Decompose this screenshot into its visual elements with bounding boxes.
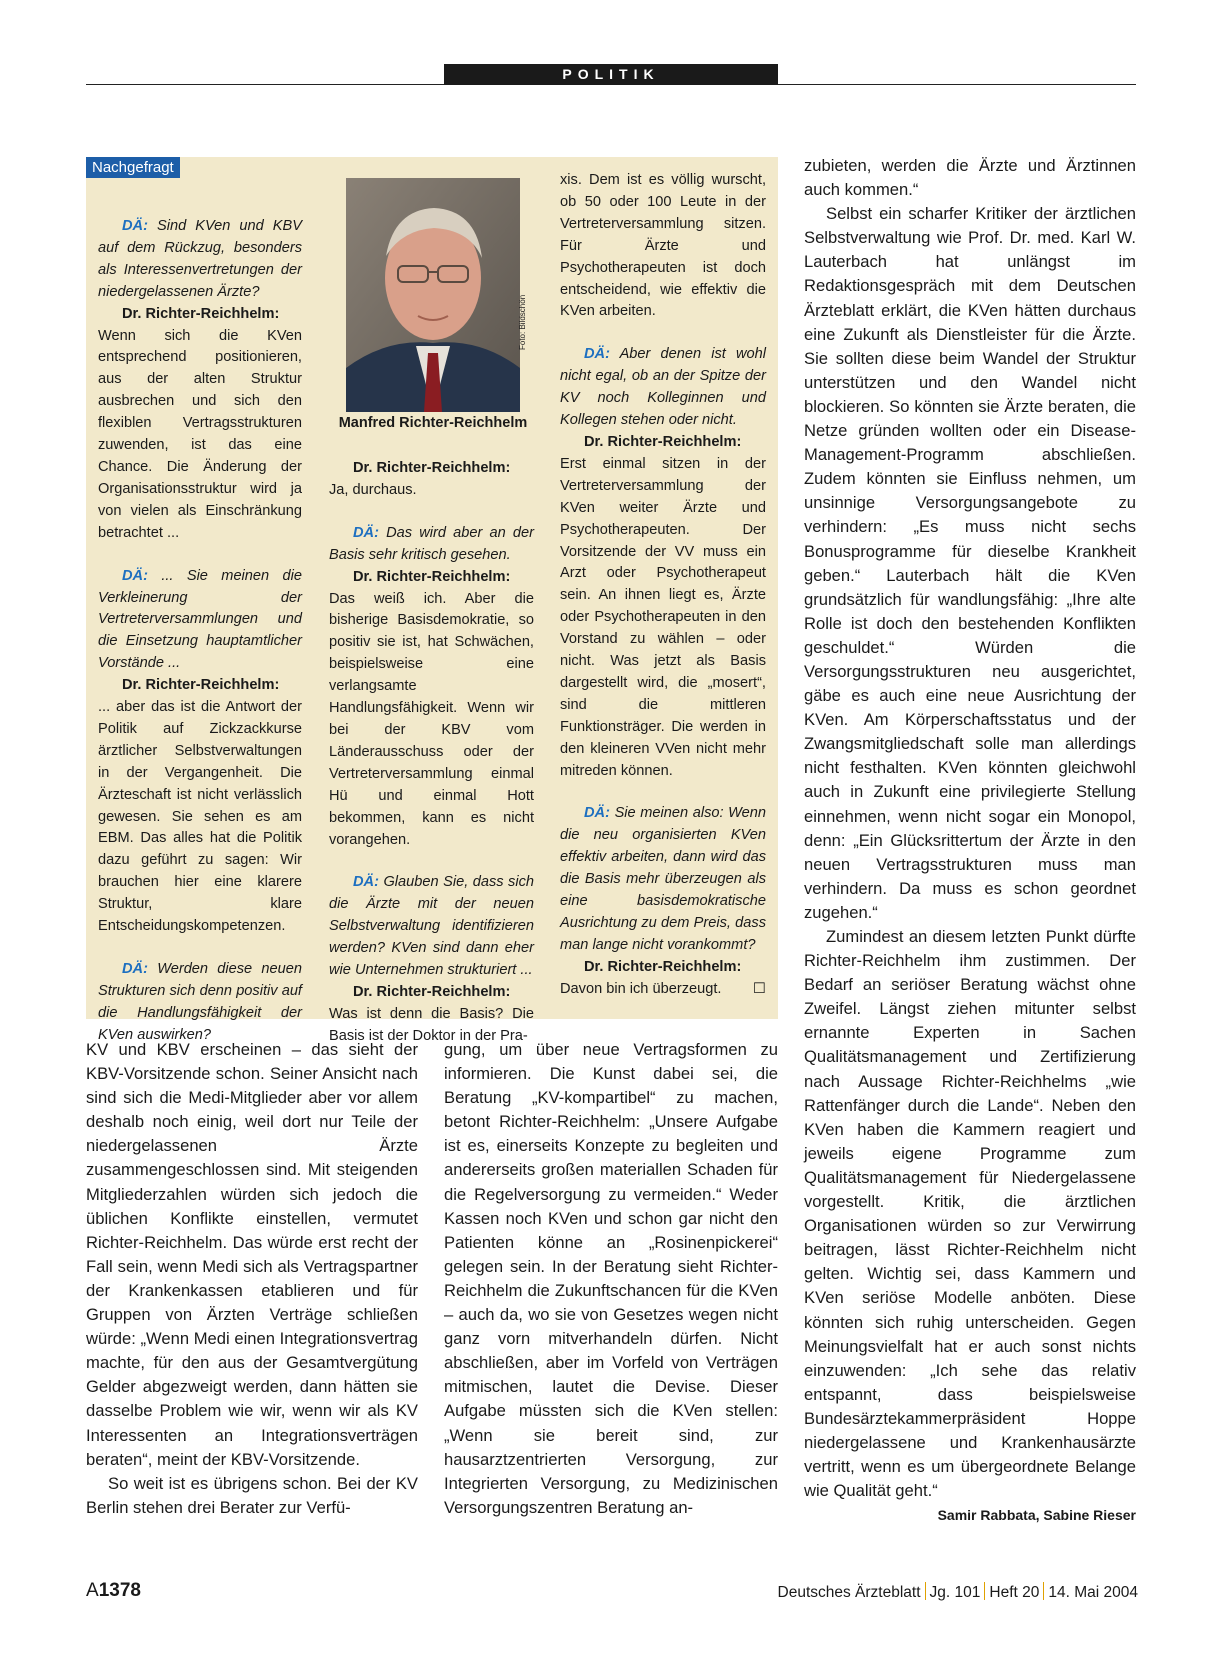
article-column-1 <box>86 1038 418 1520</box>
question-text: Aber denen ist wohl nicht egal, ob an der Spitze der KV noch Kolleginnen und Kollegen stehen oder nicht. <box>560 346 767 429</box>
page-number: A1378 <box>86 1580 141 1601</box>
question-text: ... Sie meinen die Verkleinerung der Vertreterversammlungen und die Einsetzung hauptamtlicher Vorstände ... <box>98 567 302 672</box>
da-label: DÄ: <box>584 805 610 822</box>
da-label: DÄ: <box>122 218 148 234</box>
article-paragraph: KV und KBV erscheinen – das sieht der KBV-Vorsitzende schon. Seiner Ansicht nach sind sich die Medi-Mitglieder aber vor allem deshalb noch einig, weil dort nur Teile der niedergelassenen Ärzte zusammengeschlossen sind. Mit steigenden Mitgliederzahlen würden sich jedoch die üblichen Konflikte einstellen, vermutet Richter-Reichhelm. Das würde erst recht der Fall sein, wenn Medi sich als Vertragspartner der Krankenkassen etablieren und für Gruppen von Ärzten Verträge schließen würde: „Wenn Medi einen Integrationsvertrag machte, für den aus der Gesamtvergütung Gelder abgezweigt werden, dann hätten sie dasselbe Problem wie wir, wenn wir als KV Interessenten an Integrationsverträgen beraten“, meint der KBV-Vorsitzende. <box>86 1040 418 1469</box>
answer-text: Erst einmal sitzen in der Vertreterversammlung der KVen weiter Ärzte und Psychotherapeuten. Der Vorsitzende der VV muss ein Arzt oder Psychotherapeut sein. An ihnen liegt es, Ärzte oder Psychotherapeuten in den Vorstand zu wählen – oder nicht. Was jetzt als Basis dargestellt wird, die „mosert“, sind die mittleren Funktionsträger. Die werden in den kleineren VVen nicht mehr mitreden können. <box>560 455 766 779</box>
article-paragraph: zubieten, werden die Ärzte und Ärztinnen auch kommen.“ <box>804 156 1136 200</box>
answer-text: Ja, durchaus. <box>329 481 417 498</box>
portrait-photo <box>346 178 520 412</box>
photo-credit: Foto: Bildschön <box>518 294 527 350</box>
interview-answer <box>560 957 766 1001</box>
da-label: DÄ: <box>353 524 379 541</box>
speaker-label: Dr. Richter-Reichhelm: <box>122 305 280 322</box>
question-text: Werden diese neuen Strukturen sich denn positiv auf die Handlungsfähigkeit der KVen auswirken? <box>98 961 302 1043</box>
question-text: Das wird aber an der Basis sehr kritisch gesehen. <box>329 524 534 563</box>
interview-answer <box>329 458 534 502</box>
question-text: Sind KVen und KBV auf dem Rückzug, besonders als Interessenvertretungen der niedergelassenen Ärzte? <box>98 218 302 300</box>
interview-answer <box>560 432 766 783</box>
question-text: Glauben Sie, dass sich die Ärzte mit der neuen Selbstverwaltung identifizieren werden? KVen sind dann eher wie Unternehmen strukturiert ... <box>329 874 534 979</box>
interview-question <box>560 803 766 956</box>
interview-column-3 <box>560 170 766 1001</box>
speaker-label: Dr. Richter-Reichhelm: <box>584 958 742 975</box>
answer-text: Das weiß ich. Aber die bisherige Basisdemokratie, so positiv sie ist, hat Schwächen, beispielsweise eine verlangsamte Handlungsfähigkeit. Wenn wir bei der KBV vom Länderausschuss oder der Vertreterversammlung einmal Hü und einmal Hott bekommen, kann es nicht vorangehen. <box>329 590 534 848</box>
interview-column-1 <box>98 216 302 1047</box>
interview-tag: Nachgefragt <box>86 157 180 178</box>
interview-question <box>329 872 534 982</box>
interview-text: xis. Dem ist es völlig wurscht, ob 50 oder 100 Leute in der Vertreterversammlung sitzen. Für Ärzte und Psychotherapeuten ist doch entscheidend, wie effektiv die KVen arbeiten. <box>560 172 766 320</box>
speaker-label: Dr. Richter-Reichhelm: <box>353 568 511 585</box>
interview-answer <box>329 567 534 852</box>
interview-answer <box>98 304 302 545</box>
answer-text: Davon bin ich überzeugt. <box>560 980 722 997</box>
article-paragraph: gung, um über neue Vertragsformen zu informieren. Die Kunst dabei sei, die Beratung „KV-kompartibel“ zu machen, betont Richter-Reichhelm: „Unsere Aufgabe ist es, einerseits Konzepte zu begleiten und andererseits großen materiallen Schaden für die Regelversorgung zu vermeiden.“ Weder Kassen noch KVen und schon gar nicht den Patienten könne an „Rosinenpickerei“ gelegen sein. In der Beratung sieht Richter-Reichhelm die Zukunftschancen für die KVen – auch da, wo sie von Gesetzes wegen nicht ganz vorn mitverhandeln dürfen. Nicht abschließen, aber im Vorfeld von Verträgen mitmischen, lautet die Devise. Dieser Aufgabe müssten sich die KVen stellen: „Wenn sie bereit sind, zur hausarztzentrierten Versorgung, zur Integrierten Versorgung, zu Medizinischen Versorgungszentren Beratung an- <box>444 1040 778 1517</box>
interview-question <box>560 344 766 432</box>
article-paragraph: Zumindest an diesem letzten Punkt dürfte Richter-Reichhelm ihm zustimmen. Der Bedarf an seriöser Beratung wächst ohne Zweifel. Längst ziehen mitunter selbst ernannte Experten in Sachen Qualitätsmanagement und Zertifizierung nach Aussage Richter-Reichhelms „wie Rattenfänger durch die Lande“. Neben den KVen haben die Kammern reagiert und jeweils eigene Programme zum Qualitätsmanagement für Niedergelassene vorgestellt. Kritik, die ärztlichen Organisationen würden so zur Verwirrung beitragen, lässt Richter-Reichhelm nicht gelten. Wichtig sei, dass Kammern und KVen seriöse Modelle anböten. Diese könnten sich ruhig unterscheiden. Gegen Meinungsvielfalt hat er auch sonst nichts einzuwenden: „Ich sehe das relativ entspannt, dass beispielsweise Bundesärztekammerpräsident Hoppe niedergelassene und Krankenhausärzte vertritt, wenn es um übergeordnete Belange wie Qualität geht.“ Samir Rabbata, Sabine Rieser <box>804 925 1136 1503</box>
da-label: DÄ: <box>353 874 379 891</box>
interview-question <box>98 216 302 304</box>
da-label: DÄ: <box>122 961 148 977</box>
interview-question <box>98 959 302 1047</box>
answer-text: ... aber das ist die Antwort der Politik auf Zickzackkurse ärztlicher Selbstverwaltungen in der Vergangenheit. Die Ärzteschaft ist nicht verlässlich gewesen. Sie sehen es am EBM. Das alles hat die Politik dazu geführt zu sagen: Wir brauchen hier eine klarere Struktur, klare Entscheidungskompetenzen. <box>98 699 302 935</box>
article-column-3 <box>804 154 1136 1527</box>
speaker-label: Dr. Richter-Reichhelm: <box>584 433 742 450</box>
answer-text: Was ist denn die Basis? Die Basis ist der Doktor in der Pra- <box>329 1005 534 1044</box>
interview-question <box>98 566 302 676</box>
interview-column-2 <box>329 458 534 1048</box>
article-column-2 <box>444 1038 778 1520</box>
speaker-label: Dr. Richter-Reichhelm: <box>122 677 280 694</box>
journal-info: Deutsches Ärzteblatt Jg. 101 Heft 20 14. Mai 2004 <box>777 1584 1138 1601</box>
speaker-label: Dr. Richter-Reichhelm: <box>353 983 511 1000</box>
article-paragraph: Selbst ein scharfer Kritiker der ärztlichen Selbstverwaltung wie Prof. Dr. med. Karl W. Lauterbach hat unlängst im Redaktionsgespräch mit dem Deutschen Ärzteblatt erklärt, die KVen hätten durchaus eine Zukunft als Dienstleister für die Ärzte. Sie sollten diese beim Wandel der Struktur unterstützen und den Wandel nicht blockieren. So könnten sie Ärzte beraten, die Netze gründen wollten oder ein Disease-Management-Programm abschließen. Zudem könnten sie Einfluss nehmen, um unsinnige Versorgungsangebote zu verhindern: „Es muss nicht sechs Bonusprogramme für dieselbe Krankheit geben.“ Lauterbach hält die KVen grundsätzlich für wandlungsfähig: „Ihre alte Rolle ist doch den bestehenden Konflikten geschuldet.“ Würden die Versorgungsstrukturen neu ausgerichtet, gäbe es auch eine neue Ausrichtung der KVen. Am Körperschaftsstatus und der Zwangsmitgliedschaft solle man allerdings nicht festhalten. KVen könnten gleichwohl auch in Zukunft eine privilegierte Stellung einnehmen, wenn nicht sogar ein Monopol, denn: „Ein Glücksrittertum der Ärzte in den neuen Vertragsstrukturen muss man verhindern. Da muss es schon geordnet zugehen.“ <box>804 204 1136 922</box>
photo-caption: Manfred Richter-Reichhelm <box>338 415 528 431</box>
end-mark: ☐ <box>752 980 766 997</box>
section-label: POLITIK <box>444 64 778 85</box>
question-text: Sie meinen also: Wenn die neu organisierten KVen effektiv arbeiten, dann wird das die Basis mehr überzeugen als eine basisdemokratische Ausrichtung zu dem Preis, dass man lange nicht vorankommt? <box>560 805 766 953</box>
interview-answer <box>98 675 302 938</box>
speaker-label: Dr. Richter-Reichhelm: <box>353 460 511 476</box>
answer-text: Wenn sich die KVen entsprechend positionieren, aus der alten Struktur ausbrechen und sich den flexiblen Vertragsstrukturen zuwenden, ist das eine Chance. Die Änderung der Organisationsstruktur wird ja von vielen als Einschränkung betrachtet ... <box>98 327 302 541</box>
interview-question <box>329 523 534 567</box>
da-label: DÄ: <box>584 346 610 363</box>
da-label: DÄ: <box>122 567 148 584</box>
article-paragraph: So weit ist es übrigens schon. Bei der KV Berlin stehen drei Berater zur Verfü- <box>86 1473 418 1517</box>
author-credit: Samir Rabbata, Sabine Rieser <box>937 1507 1136 1524</box>
